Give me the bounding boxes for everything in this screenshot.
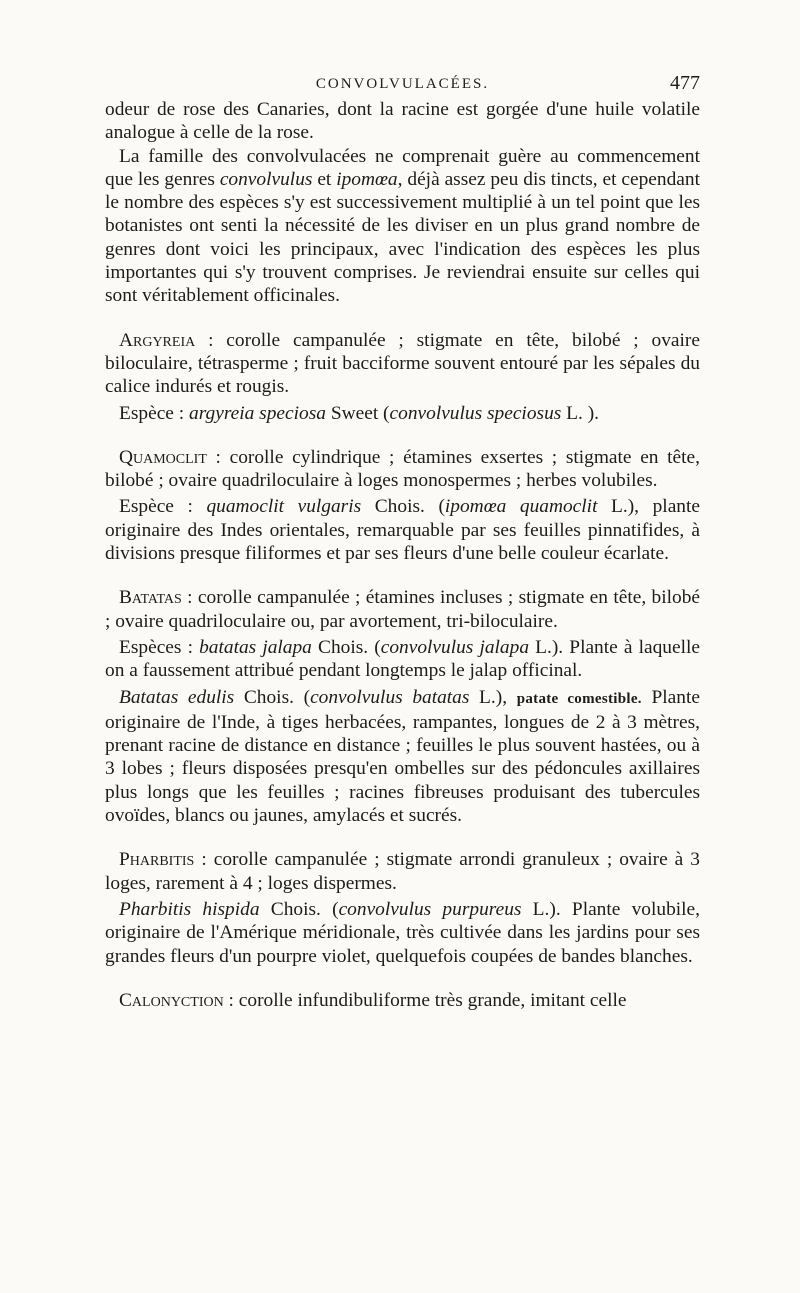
genus-heading: Calonyction bbox=[119, 989, 224, 1011]
species-synonym: convolvulus jalapa bbox=[380, 636, 530, 658]
genus-entry-quamoclit: Quamoclit : corolle cylindrique ; étamines exsertes ; stigmate en tête, bilobé ; ovaire quadriloculaire à loges monospermes ; herbes volubiles. bbox=[105, 446, 700, 492]
genus-name-convolvulus: convolvulus bbox=[219, 168, 313, 190]
genus-entry-batatas: Batatas : corolle campanulée ; étamines incluses ; stigmate en tête, bilobé ; ovaire quadriloculaire ou, par avortement, tri-biloculaire. bbox=[105, 587, 700, 632]
species-entry: Espèce : argyreia speciosa Sweet (convolvulus speciosus L. ). bbox=[119, 402, 600, 424]
page-body bbox=[105, 98, 700, 1012]
page-header bbox=[105, 72, 700, 96]
species-synonym: convolvulus batatas bbox=[310, 686, 470, 708]
paragraph-family-intro: La famille des convolvulacées ne comprenait guère au commencement que les genres convolvulus et ipomœa, déjà assez peu dis tincts, et cependant le nombre des espèces s'y est successivement multiplié à un tel point que les botanistes ont senti la nécessité de les diviser en un plus grand nombre de genres dont voici les principaux, avec l'indication des espèces les plus importantes qui s'y trouvent comprises. Je reviendrai ensuite sur celles qui sont véritablement officinales. bbox=[105, 145, 700, 307]
species-synonym: convolvulus purpureus bbox=[338, 898, 522, 920]
species-entry: Batatas edulis Chois. (convolvulus batatas L.), patate comestible. Plante originaire de l'Inde, à tiges herbacées, rampantes, longues de 2 à 3 mètres, prenant racine de distance en distance ; feuilles le plus souvent hastées, ou à 3 lobes ; fleurs disposées presqu'en ombelles sur des pédoncules axillaires plus longs que les feuilles ; racines fibreuses produisant des tubercules ovoïdes, blancs ou jaunes, amylacés et sucrés. bbox=[105, 686, 700, 827]
species-entry: Pharbitis hispida Chois. (convolvulus purpureus L.). Plante volubile, originaire de l'Amérique méridionale, très cultivée dans les jardins pour ses grandes fleurs d'un pourpre violet, quelquefois coupées de bandes blanches. bbox=[105, 898, 701, 967]
species-entry: Espèce : quamoclit vulgaris Chois. (ipomœa quamoclit L.), plante originaire des Indes orientales, remarquable par ses feuilles pinnatifides, à divisions presque filiformes et par ses fleurs d'une belle couleur écarlate. bbox=[105, 496, 700, 565]
page-number: 477 bbox=[670, 72, 700, 94]
species-entry: Espèces : batatas jalapa Chois. (convolvulus jalapa L.). Plante à laquelle on a faussement attribué pendant longtemps le jalap officinal. bbox=[105, 636, 700, 682]
paragraph-continuation: odeur de rose des Canaries, dont la racine est gorgée d'une huile volatile analogue à celle de la rose. bbox=[105, 99, 700, 144]
genus-entry-calonyction: Calonyction : corolle infundibuliforme très grande, imitant celle bbox=[119, 989, 627, 1011]
species-name: Batatas edulis bbox=[119, 686, 235, 708]
genus-heading: Batatas bbox=[119, 587, 182, 609]
species-synonym: ipomœa quamoclit bbox=[444, 496, 598, 518]
genus-heading: Argyreia bbox=[119, 329, 196, 351]
species-name: argyreia speciosa bbox=[189, 402, 326, 424]
genus-name-ipomoea: ipomœa bbox=[336, 168, 398, 190]
genus-entry-argyreia: Argyreia : corolle campanulée ; stigmate en tête, bilobé ; ovaire biloculaire, tétrasperme ; fruit bacciforme souvent entouré par les sépales du calice indurés et rougis. bbox=[105, 329, 700, 398]
genus-heading: Quamoclit bbox=[119, 446, 207, 468]
common-name: patate comestible. bbox=[516, 690, 642, 707]
genus-heading: Pharbitis bbox=[119, 849, 195, 871]
species-name: Pharbitis hispida bbox=[119, 898, 260, 920]
genus-entry-pharbitis: Pharbitis : corolle campanulée ; stigmate arrondi granuleux ; ovaire à 3 loges, rarement à 4 ; loges dispermes. bbox=[105, 849, 700, 894]
running-title: CONVOLVULACÉES. bbox=[315, 76, 490, 92]
species-synonym: convolvulus speciosus bbox=[389, 402, 562, 424]
species-name: batatas jalapa bbox=[199, 636, 312, 658]
species-name: quamoclit vulgaris bbox=[206, 496, 362, 518]
